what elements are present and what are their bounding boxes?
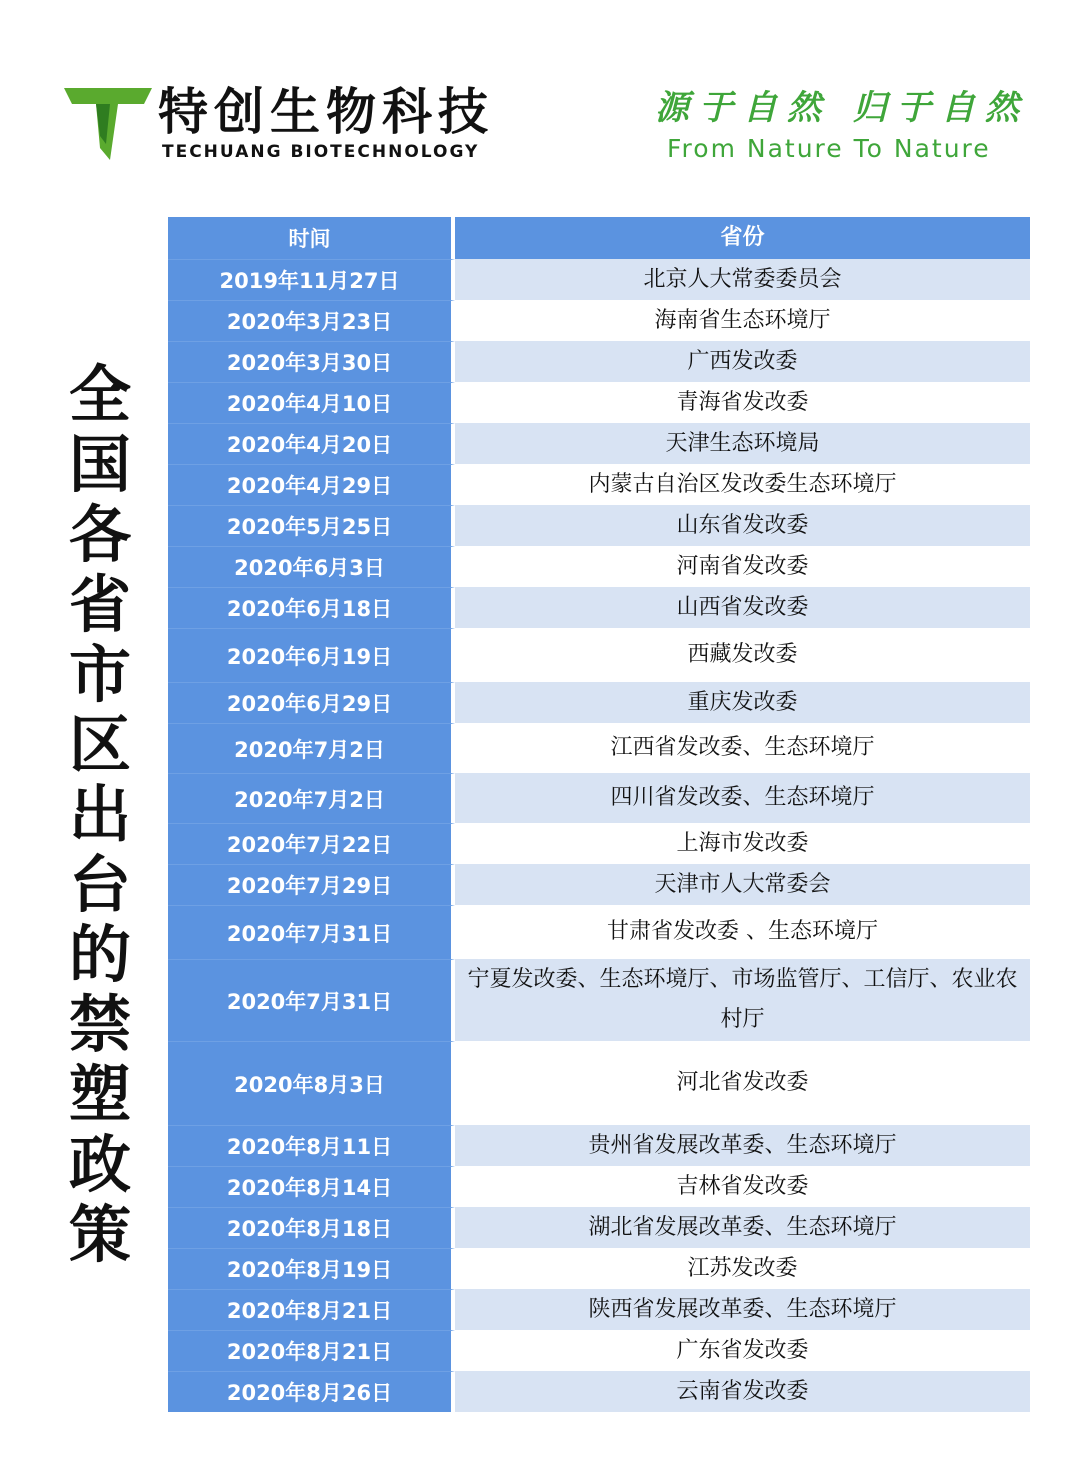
row-province: 云南省发改委 — [455, 1371, 1030, 1412]
row-province: 山东省发改委 — [455, 505, 1030, 546]
table-row — [168, 773, 1030, 823]
table-row — [168, 464, 1030, 505]
table-row — [168, 300, 1030, 341]
table-row — [168, 1289, 1030, 1330]
row-province: 山西省发改委 — [455, 587, 1030, 628]
row-province: 广西发改委 — [455, 341, 1030, 382]
row-province: 海南省生态环境厅 — [455, 300, 1030, 341]
row-date: 2020年8月11日 — [168, 1125, 455, 1166]
title-char: 政 — [68, 1128, 131, 1201]
header-date: 时间 — [168, 217, 455, 259]
table-row — [168, 628, 1030, 682]
row-province: 吉林省发改委 — [455, 1166, 1030, 1207]
row-date: 2020年7月22日 — [168, 823, 455, 864]
table-row — [168, 1166, 1030, 1207]
row-date: 2020年8月19日 — [168, 1248, 455, 1289]
table-body — [168, 259, 1030, 1412]
title-char: 塑 — [68, 1058, 131, 1131]
row-province: 陕西省发展改革委、生态环境厅 — [455, 1289, 1030, 1330]
table-row — [168, 1041, 1030, 1125]
row-province: 江西省发改委、生态环境厅 — [455, 723, 1030, 773]
row-date: 2020年6月3日 — [168, 546, 455, 587]
title-char: 策 — [68, 1198, 131, 1271]
row-date: 2020年4月10日 — [168, 382, 455, 423]
row-date: 2020年3月23日 — [168, 300, 455, 341]
row-date: 2020年4月20日 — [168, 423, 455, 464]
table-row — [168, 905, 1030, 959]
row-province: 河南省发改委 — [455, 546, 1030, 587]
row-date: 2020年7月2日 — [168, 773, 455, 823]
row-date: 2020年3月30日 — [168, 341, 455, 382]
row-province: 北京人大常委委员会 — [455, 259, 1030, 300]
row-date: 2020年8月3日 — [168, 1041, 455, 1125]
row-date: 2020年8月21日 — [168, 1289, 455, 1330]
row-province: 甘肃省发改委 、生态环境厅 — [455, 905, 1030, 959]
table-row — [168, 723, 1030, 773]
row-province: 贵州省发展改革委、生态环境厅 — [455, 1125, 1030, 1166]
slogan-cn: 源于自然 归于自然 — [655, 88, 1029, 128]
title-char: 的 — [68, 918, 131, 991]
techuang-logo-icon — [62, 82, 154, 162]
table-row — [168, 1371, 1030, 1412]
row-date: 2020年5月25日 — [168, 505, 455, 546]
title-char: 国 — [68, 428, 131, 501]
row-date: 2020年8月18日 — [168, 1207, 455, 1248]
table-row — [168, 1125, 1030, 1166]
table-row — [168, 1207, 1030, 1248]
slogan-en: From Nature To Nature — [667, 134, 991, 163]
table-row — [168, 505, 1030, 546]
row-date: 2020年4月29日 — [168, 464, 455, 505]
vertical-page-title — [64, 360, 136, 1270]
row-date: 2020年7月31日 — [168, 959, 455, 1041]
title-char: 出 — [68, 778, 131, 851]
title-char: 省 — [68, 568, 131, 641]
table-row — [168, 682, 1030, 723]
row-date: 2020年8月21日 — [168, 1330, 455, 1371]
title-char: 区 — [68, 708, 131, 781]
row-province: 内蒙古自治区发改委生态环境厅 — [455, 464, 1030, 505]
row-province: 江苏发改委 — [455, 1248, 1030, 1289]
row-province: 广东省发改委 — [455, 1330, 1030, 1371]
row-date: 2020年6月19日 — [168, 628, 455, 682]
row-date: 2020年8月26日 — [168, 1371, 455, 1412]
table-row — [168, 423, 1030, 464]
table-row — [168, 823, 1030, 864]
table-header-row — [168, 217, 1030, 259]
brand-name-en: TECHUANG BIOTECHNOLOGY — [162, 142, 480, 162]
table-row — [168, 864, 1030, 905]
row-province: 宁夏发改委、生态环境厅、市场监管厅、工信厅、农业农村厅 — [455, 959, 1030, 1041]
row-date: 2020年7月2日 — [168, 723, 455, 773]
row-date: 2020年8月14日 — [168, 1166, 455, 1207]
table-row — [168, 259, 1030, 300]
title-char: 各 — [68, 498, 131, 571]
row-province: 上海市发改委 — [455, 823, 1030, 864]
row-province: 天津市人大常委会 — [455, 864, 1030, 905]
row-province: 河北省发改委 — [455, 1041, 1030, 1125]
row-date: 2019年11月27日 — [168, 259, 455, 300]
table-row — [168, 382, 1030, 423]
row-province: 四川省发改委、生态环境厅 — [455, 773, 1030, 823]
row-province: 青海省发改委 — [455, 382, 1030, 423]
title-char: 禁 — [68, 988, 131, 1061]
table-row — [168, 546, 1030, 587]
row-date: 2020年6月29日 — [168, 682, 455, 723]
table-row — [168, 1248, 1030, 1289]
table-row — [168, 587, 1030, 628]
row-province: 重庆发改委 — [455, 682, 1030, 723]
row-province: 湖北省发展改革委、生态环境厅 — [455, 1207, 1030, 1248]
table-row — [168, 1330, 1030, 1371]
table-row — [168, 341, 1030, 382]
row-province: 天津生态环境局 — [455, 423, 1030, 464]
row-date: 2020年7月31日 — [168, 905, 455, 959]
title-char: 市 — [68, 638, 131, 711]
row-date: 2020年7月29日 — [168, 864, 455, 905]
title-char: 台 — [68, 848, 131, 921]
row-date: 2020年6月18日 — [168, 587, 455, 628]
policy-table — [168, 217, 1030, 1412]
header-province: 省份 — [455, 217, 1030, 259]
row-province: 西藏发改委 — [455, 628, 1030, 682]
table-row — [168, 959, 1030, 1041]
title-char: 全 — [68, 358, 131, 431]
brand-name-cn: 特创生物科技 — [158, 83, 494, 141]
